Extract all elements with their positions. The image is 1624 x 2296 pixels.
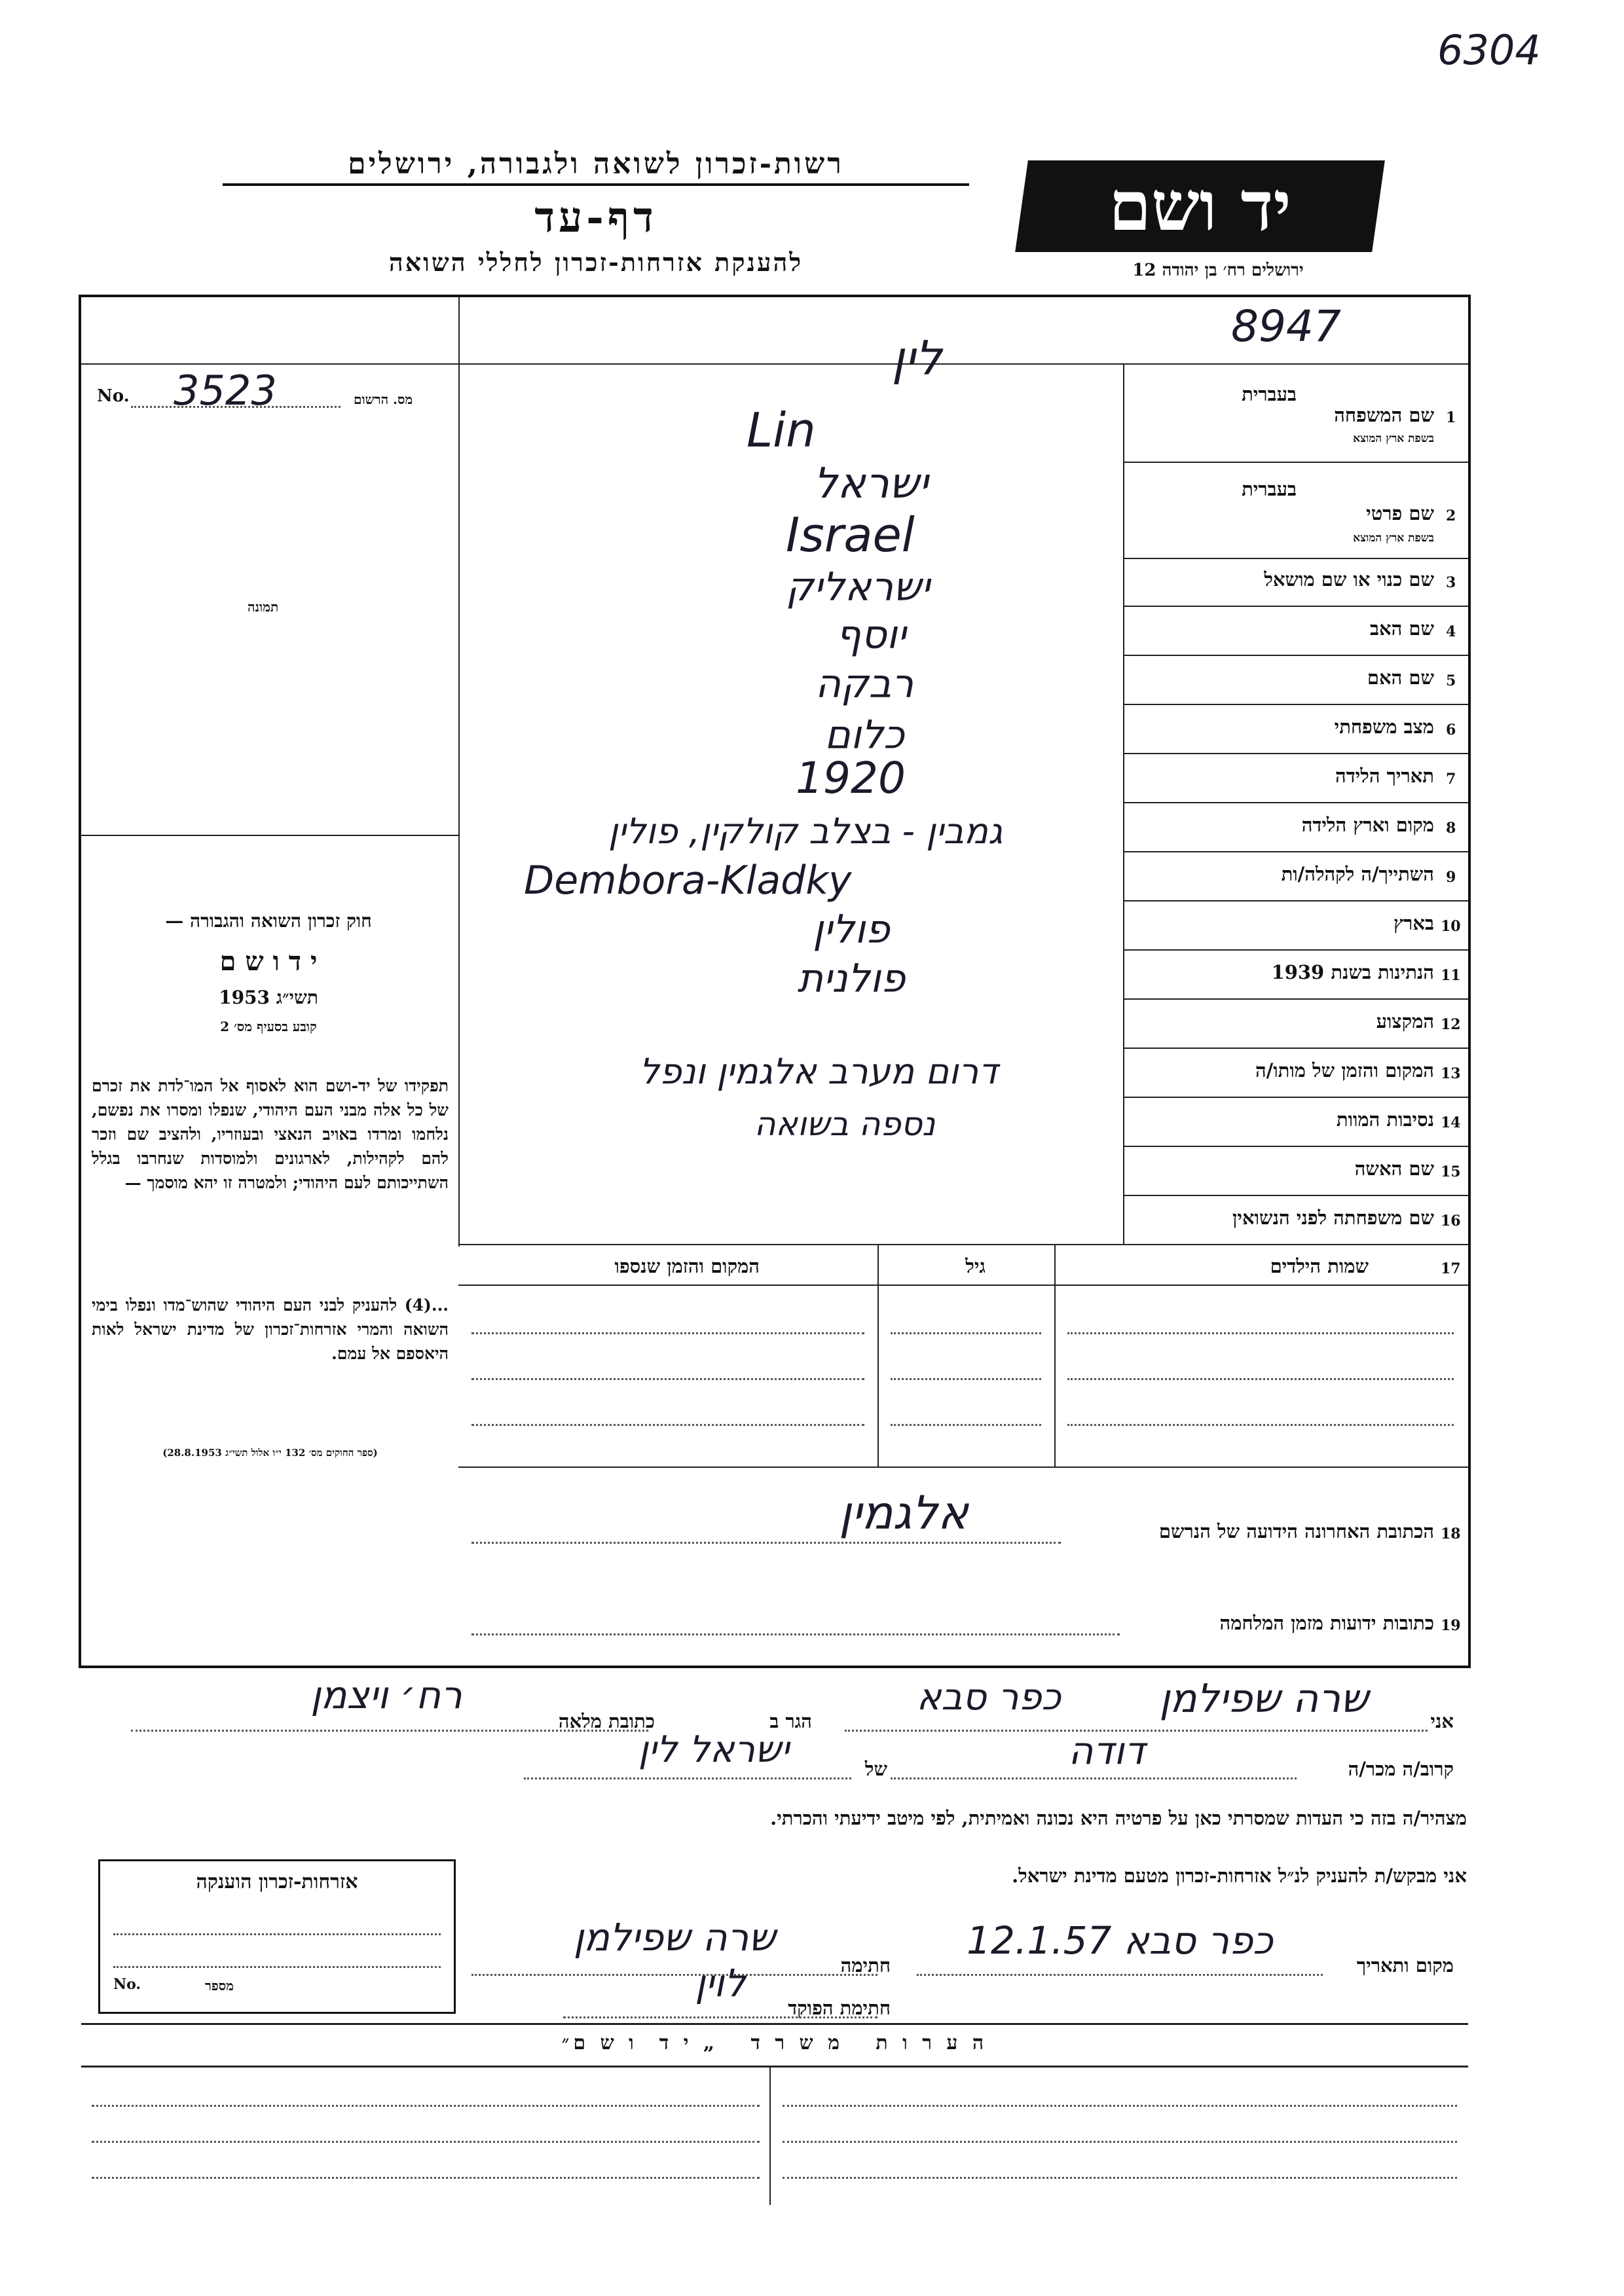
field-label-12: המקצוע bbox=[1376, 1010, 1434, 1032]
field-number-3: 3 bbox=[1446, 574, 1456, 591]
declaration-statement: מצהיר/ה בזה כי העדות שמסרתי כאן על פרטיה היא נכונה ואמיתית, לפי מיטב ידיעתי והכרתי. bbox=[770, 1807, 1467, 1829]
field-number-16: 16 bbox=[1441, 1212, 1461, 1230]
officer-signature-value: לוין bbox=[695, 1961, 746, 2005]
birth-place-value: גמבין - בצלב קולקין, פולין bbox=[608, 811, 1003, 852]
law-paragraph-2: ...(4) להעניק לבני העם היהודי שהוש־מדו ונפלו בימי השואה והמרי אזרחות־זכרון של מדינת ישראל לאות היאספם אל עמם. bbox=[92, 1296, 449, 1363]
nickname-value: ישראליק bbox=[786, 564, 930, 610]
country-value: פולין bbox=[813, 907, 890, 953]
field-label-10: בארץ bbox=[1393, 912, 1434, 934]
surname-hebrew-value: לין bbox=[891, 331, 942, 386]
field-label-14: נסיבות המוות bbox=[1336, 1108, 1434, 1131]
form-subtitle: להענקת אזרחות-זכרון לחללי השואה bbox=[388, 247, 803, 277]
field-label-13: המקום והזמן של מותו/ה bbox=[1255, 1059, 1434, 1082]
father-name-value: יוסף bbox=[836, 612, 906, 658]
last-address-value: אלגמין bbox=[839, 1486, 969, 1540]
lang-origin-1: בשפת ארץ המוצא bbox=[1353, 432, 1434, 445]
form-title: דף-עד bbox=[534, 193, 657, 242]
field-number-14: 14 bbox=[1441, 1114, 1461, 1131]
registration-no-label: No. bbox=[97, 386, 130, 406]
field-number-4: 4 bbox=[1446, 623, 1456, 640]
declarant-name-value: שרה שפילמן bbox=[1159, 1676, 1369, 1722]
children-age-header: גיל bbox=[965, 1255, 986, 1277]
lang-hebrew-1: בעברית bbox=[1242, 383, 1297, 405]
field-label-1: שם המשפחה bbox=[1334, 404, 1434, 426]
field-number-8: 8 bbox=[1446, 820, 1456, 837]
field-label-5: שם האם bbox=[1367, 666, 1434, 689]
field-number-6: 6 bbox=[1446, 721, 1456, 738]
field-number-15: 15 bbox=[1441, 1163, 1461, 1180]
address-value: רח׳ ויצמן bbox=[310, 1673, 462, 1717]
law-source: (ספר החוקים מס׳ 132 י״ו אלול תשי״ג 28.8.1953) bbox=[162, 1447, 378, 1459]
children-place-header: המקום והזמן שנספו bbox=[614, 1255, 760, 1277]
field-label-9: השתייך/ה לקהלה/ות bbox=[1281, 863, 1434, 885]
address-label: כתובת מלאה bbox=[558, 1710, 655, 1732]
field-number-18: 18 bbox=[1441, 1525, 1461, 1542]
field-label-8: מקום וארץ הלידה bbox=[1301, 814, 1434, 836]
first-name-origin-value: Israel bbox=[786, 507, 915, 562]
photo-label: תמונה bbox=[248, 599, 279, 615]
field-label-15: שם האשה bbox=[1354, 1157, 1434, 1180]
registration-label: מס. הרשום bbox=[354, 392, 413, 407]
law-name: י ד ו ש ם bbox=[219, 946, 318, 977]
relative-label: קרוב/ה מכר/ה bbox=[1348, 1758, 1454, 1780]
citizenship-number-label: מספר bbox=[205, 1978, 234, 1994]
declaration-ani: אני bbox=[1430, 1710, 1454, 1732]
field-label-16: שם משפחתה לפני הנשואין bbox=[1232, 1207, 1434, 1229]
field-label-7: תאריך הלידה bbox=[1335, 765, 1434, 787]
signature-label: חתימה bbox=[840, 1954, 891, 1977]
field-label-18: הכתובת האחרונה הידועה של הנרשם bbox=[1158, 1520, 1434, 1542]
field-number-12: 12 bbox=[1441, 1016, 1461, 1033]
registration-number: 3523 bbox=[174, 367, 277, 414]
field-label-3: שם כנוי או שם מושאל bbox=[1264, 568, 1434, 591]
law-clause: קובע בסעיף מס׳ 2 bbox=[220, 1019, 317, 1034]
resident-label: הגר ב bbox=[769, 1710, 812, 1732]
marital-status-value: כלום bbox=[824, 712, 904, 758]
citizenship-1939-value: פולנית bbox=[797, 956, 906, 1002]
birth-date-value: 1920 bbox=[796, 753, 906, 803]
surname-origin-value: Lin bbox=[747, 403, 816, 458]
field-number-2: 2 bbox=[1446, 507, 1456, 524]
law-title: חוק זכרון השואה והגבורה — bbox=[165, 910, 372, 932]
of-value: ישראל לין bbox=[638, 1728, 790, 1771]
field-number-19: 19 bbox=[1441, 1617, 1461, 1634]
death-place-value: דרום מערב אלגמין ונפל bbox=[639, 1051, 998, 1092]
citizenship-granted-box bbox=[98, 1859, 456, 2014]
children-number: 17 bbox=[1441, 1260, 1461, 1277]
field-label-2: שם פרטי bbox=[1366, 502, 1434, 524]
children-names-header: שמות הילדים bbox=[1270, 1255, 1369, 1277]
field-number-7: 7 bbox=[1446, 771, 1456, 788]
field-label-4: שם האב bbox=[1369, 617, 1434, 640]
place-date-value: כפר סבא 12.1.57 bbox=[967, 1918, 1273, 1963]
office-notes-title: ה ע ר ו ת מ ש ר ד „ י ד ו ש ם״ bbox=[561, 2032, 988, 2054]
resident-value: כפר סבא bbox=[916, 1676, 1061, 1719]
field-label-19: כתובות ידועות מזמן המלחמה bbox=[1219, 1612, 1434, 1634]
field-label-11: הנתינות בשנת 1939 bbox=[1271, 961, 1434, 983]
logo-address: ירושלים רח׳ בן יהודה 12 bbox=[1132, 261, 1304, 280]
community-value: Dembora-Kladky bbox=[524, 858, 852, 903]
field-label-6: מצב משפחתי bbox=[1334, 716, 1434, 738]
mother-name-value: רבקה bbox=[815, 661, 914, 707]
authority-name: רשות-זכרון לשואה ולגבורה, ירושלים bbox=[223, 147, 969, 186]
lang-origin-2: בשפת ארץ המוצא bbox=[1353, 532, 1434, 545]
law-year: תשי״ג 1953 bbox=[219, 987, 318, 1008]
of-label: של bbox=[864, 1758, 887, 1780]
field-number-10: 10 bbox=[1441, 918, 1461, 935]
citizenship-granted-title: אזרחות-זכרון הוענקה bbox=[196, 1870, 358, 1893]
place-date-label: מקום ותאריך bbox=[1356, 1954, 1454, 1977]
yad-vashem-logo bbox=[1015, 160, 1385, 252]
citizenship-no-label: No. bbox=[113, 1976, 141, 1993]
lang-hebrew-2: בעברית bbox=[1242, 478, 1297, 500]
field-number-9: 9 bbox=[1446, 869, 1456, 886]
first-name-hebrew-value: ישראל bbox=[813, 460, 929, 508]
field-number-5: 5 bbox=[1446, 672, 1456, 689]
signature-value: שרה שפילמן bbox=[573, 1915, 776, 1959]
declaration-request: אני מבקש/ת להעניק לנ״ל אזרחות-זכרון מטעם מדינת ישראל. bbox=[1012, 1865, 1467, 1887]
field-number-13: 13 bbox=[1441, 1065, 1461, 1082]
relative-value: דודה bbox=[1068, 1728, 1145, 1773]
field-number-1: 1 bbox=[1446, 409, 1456, 426]
officer-signature-label: חתימת הפוקד bbox=[788, 1997, 891, 2019]
law-paragraph-1: תפקידו של יד-ושם הוא לאסוף אל המו־לדת את זכרם של כל אלה מבני העם היהודי, שנפלו ומסרו את נפשם, נלחמו ומרדו באויב הנאצי ובעוזריו, ולהציב שם וזכר להם לקהילות, לארגונים ולמוסדות שנחרבו בגלל השתייכותם לעם היהודי; ולמטרה זו יהא מוסמך — bbox=[92, 1076, 449, 1192]
archive-number: 6304 bbox=[1437, 26, 1541, 74]
page-id: 8947 bbox=[1231, 301, 1341, 352]
death-circumstances-value: נספה בשואה bbox=[754, 1105, 936, 1143]
field-number-11: 11 bbox=[1441, 967, 1461, 984]
logo-text: יד ושם bbox=[1109, 166, 1291, 246]
